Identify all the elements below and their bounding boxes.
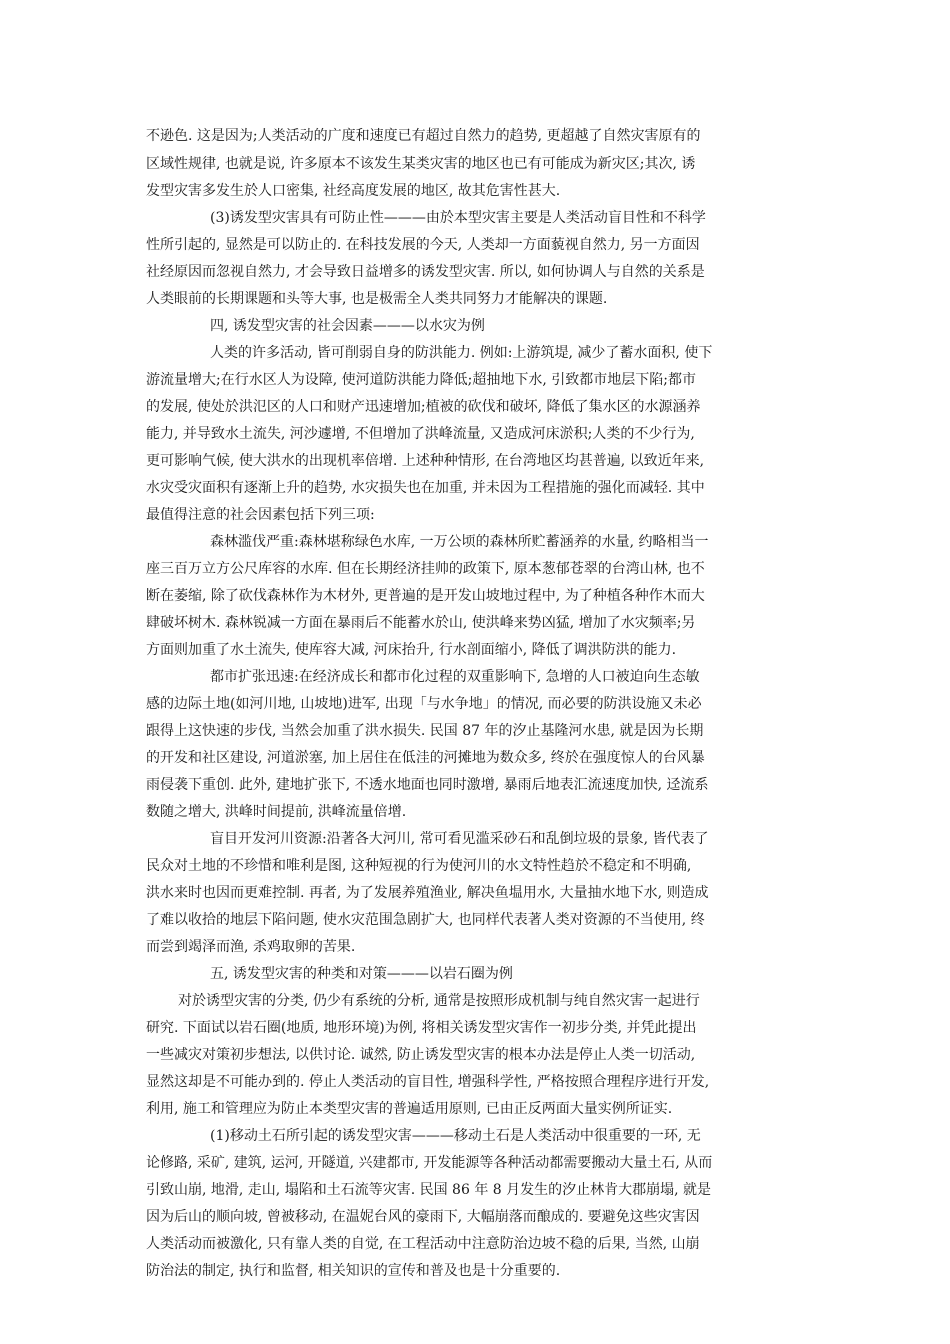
text-line: 肆破坏树木. 森林锐减一方面在暴雨后不能蓄水於山, 使洪峰来势凶猛, 增加了水灾频率;另 [146, 615, 696, 631]
text-line: 都市扩张迅速:在经济成长和都市化过程的双重影响下, 急增的人口被迫向生态敏 [210, 669, 700, 685]
text-line: 发型灾害多发生於人口密集, 社经高度发展的地区, 故其危害性甚大. [146, 183, 561, 199]
text-line: 人类眼前的长期课题和头等大事, 也是极需全人类共同努力才能解决的课题. [146, 291, 608, 307]
text-line: 对於诱型灾害的分类, 仍少有系统的分析, 通常是按照形成机制与纯自然灾害一起进行 [178, 993, 700, 1009]
text-line: (3)诱发型灾害具有可防止性———由於本型灾害主要是人类活动盲目性和不科学 [210, 210, 706, 226]
text-line: 不逊色. 这是因为;人类活动的广度和速度已有超过自然力的趋势, 更超越了自然灾害原有的 [146, 128, 701, 144]
text-line: 了难以收拾的地层下陷问题, 使水灾范围急剧扩大, 也同样代表著人类对资源的不当使用, 终 [146, 912, 705, 928]
text-line: 性所引起的, 显然是可以防止的. 在科技发展的今天, 人类却一方面藐视自然力, 另一方面因 [146, 237, 700, 253]
text-line: 一些减灾对策初步想法, 以供讨论. 诚然, 防止诱发型灾害的根本办法是停止人类一切活动, [146, 1047, 696, 1063]
text-line: 的开发和社区建设, 河道淤塞, 加上居住在低洼的河摊地为数众多, 终於在强度惊人的台风暴 [146, 750, 705, 766]
text-line: 水灾受灾面积有逐渐上升的趋势, 水灾损失也在加重, 并未因为工程措施的强化而减轻. 其中 [146, 480, 705, 496]
text-line: 的发展, 使处於洪氾区的人口和财产迅速增加;植被的砍伐和破坏, 降低了集水区的水源涵养 [146, 399, 701, 415]
text-line: 而尝到竭泽而渔, 杀鸡取卵的苦果. [146, 939, 356, 955]
text-line: 引致山崩, 地滑, 走山, 塌陷和土石流等灾害. 民国 86 年 8 月发生的汐止林肯大郡崩塌, 就是 [146, 1182, 712, 1198]
text-line: 感的边际土地(如河川地, 山坡地)进军, 出现「与水争地」的情况, 而必要的防洪设施又未必 [146, 696, 702, 712]
text-line: 研究. 下面试以岩石圈(地质, 地形环境)为例, 将相关诱发型灾害作一初步分类, 并凭此提出 [146, 1020, 697, 1036]
section-heading: 四, 诱发型灾害的社会因素———以水灾为例 [210, 318, 485, 334]
text-line: 断在萎缩, 除了砍伐森林作为木材外, 更普遍的是开发山坡地过程中, 为了种植各种作木而大 [146, 588, 705, 604]
text-line: 人类的许多活动, 皆可削弱自身的防洪能力. 例如:上游筑堤, 减少了蓄水面积, 使下 [210, 345, 713, 361]
text-line: (1)移动土石所引起的诱发型灾害———移动土石是人类活动中很重要的一环, 无 [210, 1128, 701, 1144]
text-line: 显然这却是不可能办到的. 停止人类活动的盲目性, 增强科学性, 严格按照合理程序进行开发, [146, 1074, 710, 1090]
text-line: 因为后山的顺向坡, 曾被移动, 在温妮台风的豪雨下, 大幅崩落而酿成的. 要避免这些灾害因 [146, 1209, 700, 1225]
text-line: 论修路, 采矿, 建筑, 运河, 开隧道, 兴建都市, 开发能源等各种活动都需要搬动大量土石, 从而 [146, 1155, 713, 1171]
text-line: 跟得上这快速的步伐, 当然会加重了洪水损失. 民国 87 年的汐止基隆河水患, 就是因为长期 [146, 723, 704, 739]
section-heading: 五, 诱发型灾害的种类和对策———以岩石圈为例 [210, 966, 513, 982]
text-line: 更可影响气候, 使大洪水的出现机率倍增. 上述种种情形, 在台湾地区均甚普遍, 以致近年来, [146, 453, 705, 469]
text-line: 洪水来时也因而更难控制. 再者, 为了发展养殖渔业, 解决鱼塭用水, 大量抽水地下水, 则造成 [146, 885, 709, 901]
text-line: 利用, 施工和管理应为防止本类型灾害的普遍适用原则, 已由正反两面大量实例所证实. [146, 1101, 673, 1117]
text-line: 民众对土地的不珍惜和唯利是图, 这种短视的行为使河川的水文特性趋於不稳定和不明确, [146, 858, 692, 874]
text-line: 数随之增大, 洪峰时间提前, 洪峰流量倍增. [146, 804, 407, 820]
text-line: 森林滥伐严重:森林堪称绿色水库, 一万公顷的森林所贮蓄涵养的水量, 约略相当一 [210, 534, 709, 550]
text-line: 区域性规律, 也就是说, 许多原本不该发生某类灾害的地区也已有可能成为新灾区;其次, 诱 [146, 156, 696, 172]
text-line: 能力, 并导致水土流失, 河沙遽增, 不但增加了洪峰流量, 又造成河床淤积;人类的不少行为, [146, 426, 695, 442]
text-line: 社经原因而忽视自然力, 才会导致日益增多的诱发型灾害. 所以, 如何协调人与自然的关系是 [146, 264, 705, 280]
text-line: 人类活动而被激化, 只有靠人类的自觉, 在工程活动中注意防治边坡不稳的后果, 当然, 山崩 [146, 1236, 700, 1252]
text-line: 最值得注意的社会因素包括下列三项: [146, 507, 375, 523]
text-line: 座三百万立方公尺库容的水库. 但在长期经济挂帅的政策下, 原本葱郁苍翠的台湾山林, 也不 [146, 561, 705, 577]
text-line: 游流量增大;在行水区人为设障, 使河道防洪能力降低;超抽地下水, 引致都市地层下陷;都市 [146, 372, 696, 388]
text-line: 雨侵袭下重创. 此外, 建地扩张下, 不透水地面也同时激增, 暴雨后地表汇流速度加快, 迳流系 [146, 777, 709, 793]
text-line: 防治法的制定, 执行和监督, 相关知识的宣传和普及也是十分重要的. [146, 1263, 561, 1279]
text-line: 盲目开发河川资源:沿著各大河川, 常可看见滥采砂石和乱倒垃圾的景象, 皆代表了 [210, 831, 709, 847]
text-line: 方面则加重了水土流失, 使库容大减, 河床抬升, 行水剖面缩小, 降低了调洪防洪的能力. [146, 642, 677, 658]
